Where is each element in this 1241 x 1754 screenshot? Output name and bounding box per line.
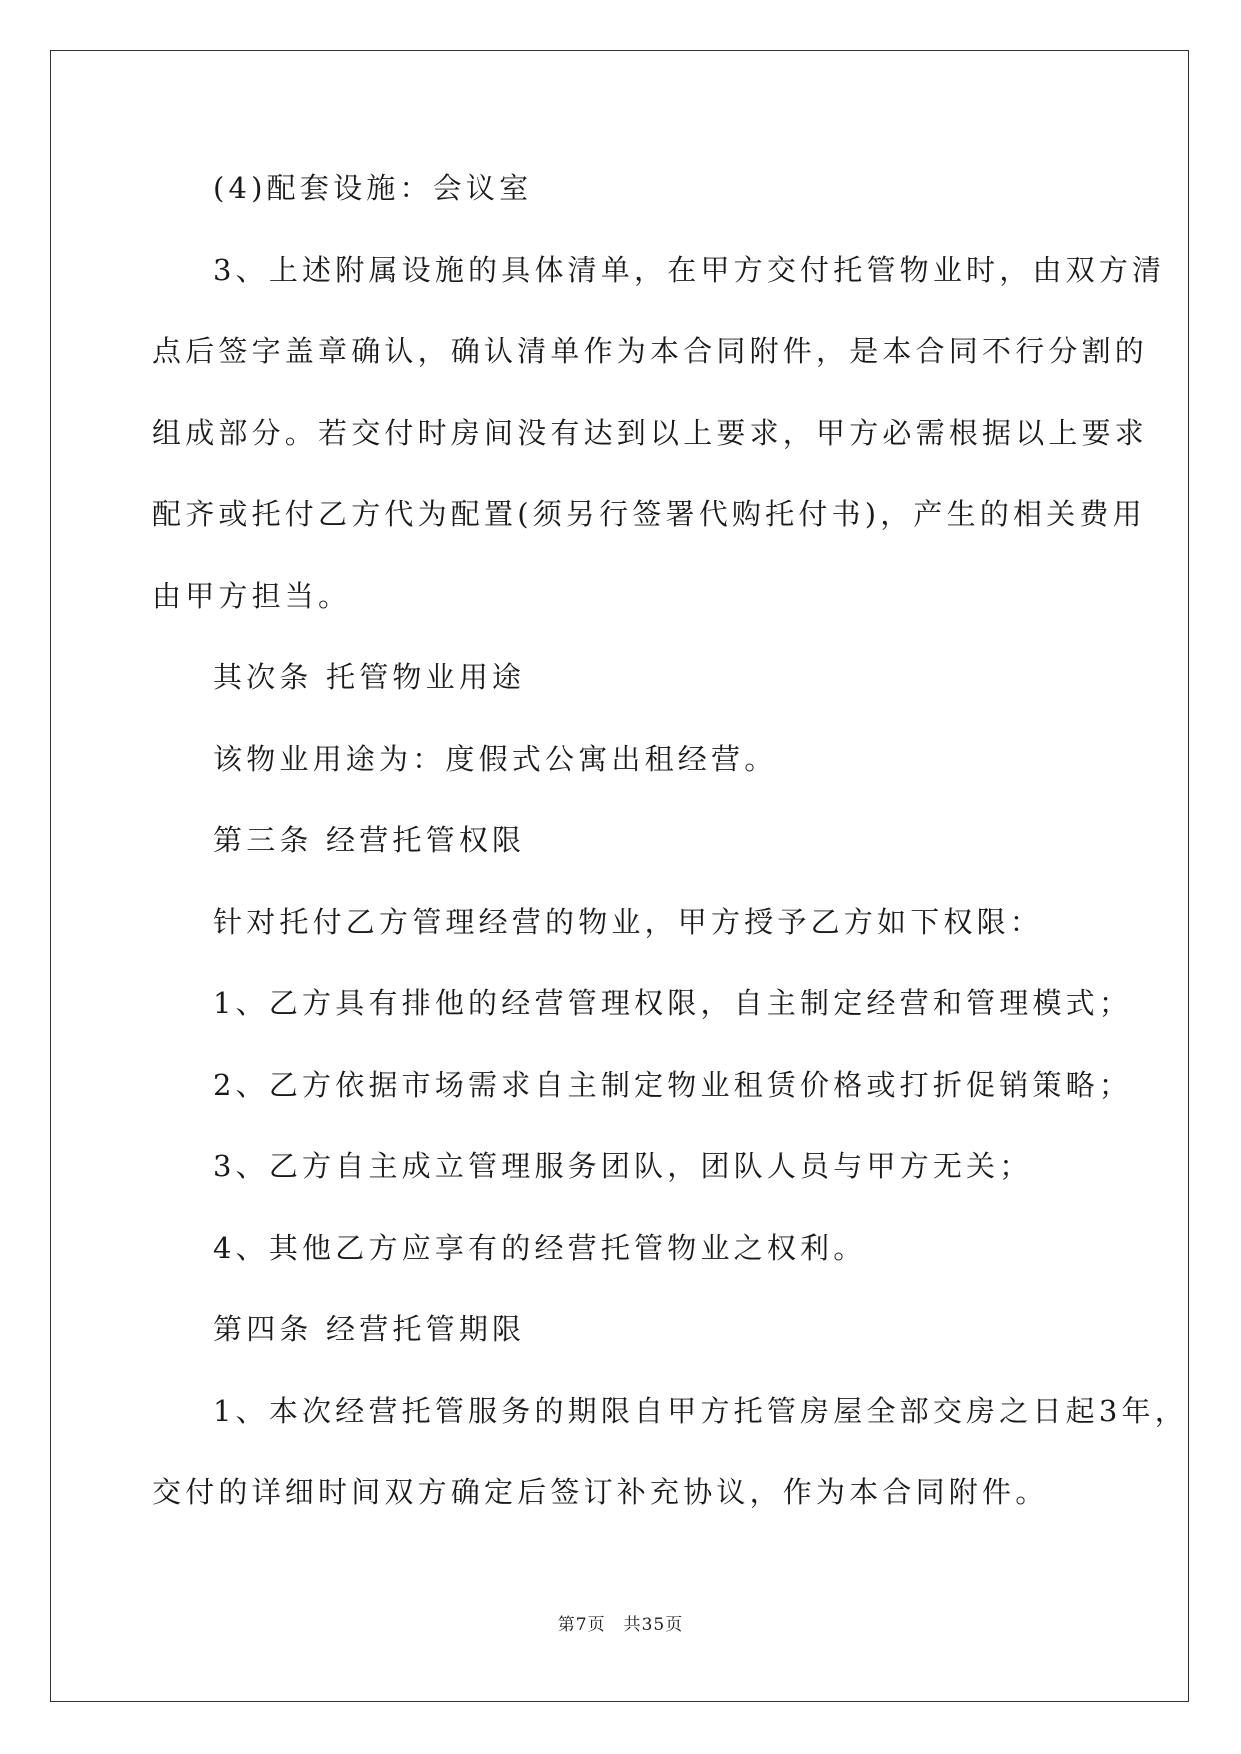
text-line: 组成部分。若交付时房间没有达到以上要求，甲方必需根据以上要求 [152,415,1149,450]
document-body [152,162,1188,1548]
page-footer [0,1610,1241,1635]
text-line: 交付的详细时间双方确定后签订补充协议，作为本合同附件。 [152,1475,1049,1509]
text-line: 2、乙方依据市场需求自主制定物业租赁价格或打折促销策略； [213,1067,1133,1102]
text-line: 由甲方担当。 [152,578,352,613]
section-heading: 第四条 经营托管期限 [213,1312,526,1346]
text-line: 3、上述附属设施的具体清单，在甲方交付托管物业时，由双方清 [213,252,1166,287]
text-line: 针对托付乙方管理经营的物业，甲方授予乙方如下权限： [213,904,1044,939]
text-line: 1、乙方具有排他的经营管理权限，自主制定经营和管理模式； [213,986,1133,1020]
section-heading: 第三条 经营托管权限 [213,823,526,857]
page-number: 第7页 [557,1615,606,1635]
text-line: 配齐或托付乙方代为配置(须另行签署代购托付书)，产生的相关费用 [152,497,1146,531]
section-heading: 其次条 托管物业用途 [213,660,526,694]
text-line: 1、本次经营托管服务的期限自甲方托管房屋全部交房之日起3年， [213,1393,1188,1428]
text-line: 3、乙方自主成立管理服务团队，团队人员与甲方无关； [213,1149,1033,1183]
text-line: 点后签字盖章确认，确认清单作为本合同附件，是本合同不行分割的 [152,334,1149,368]
text-line: (4)配套设施：会议室 [213,171,533,205]
text-line: 4、其他乙方应享有的经营托管物业之权利。 [213,1230,867,1265]
page-total: 共35页 [623,1615,684,1635]
text-line: 该物业用途为：度假式公寓出租经营。 [213,741,778,776]
